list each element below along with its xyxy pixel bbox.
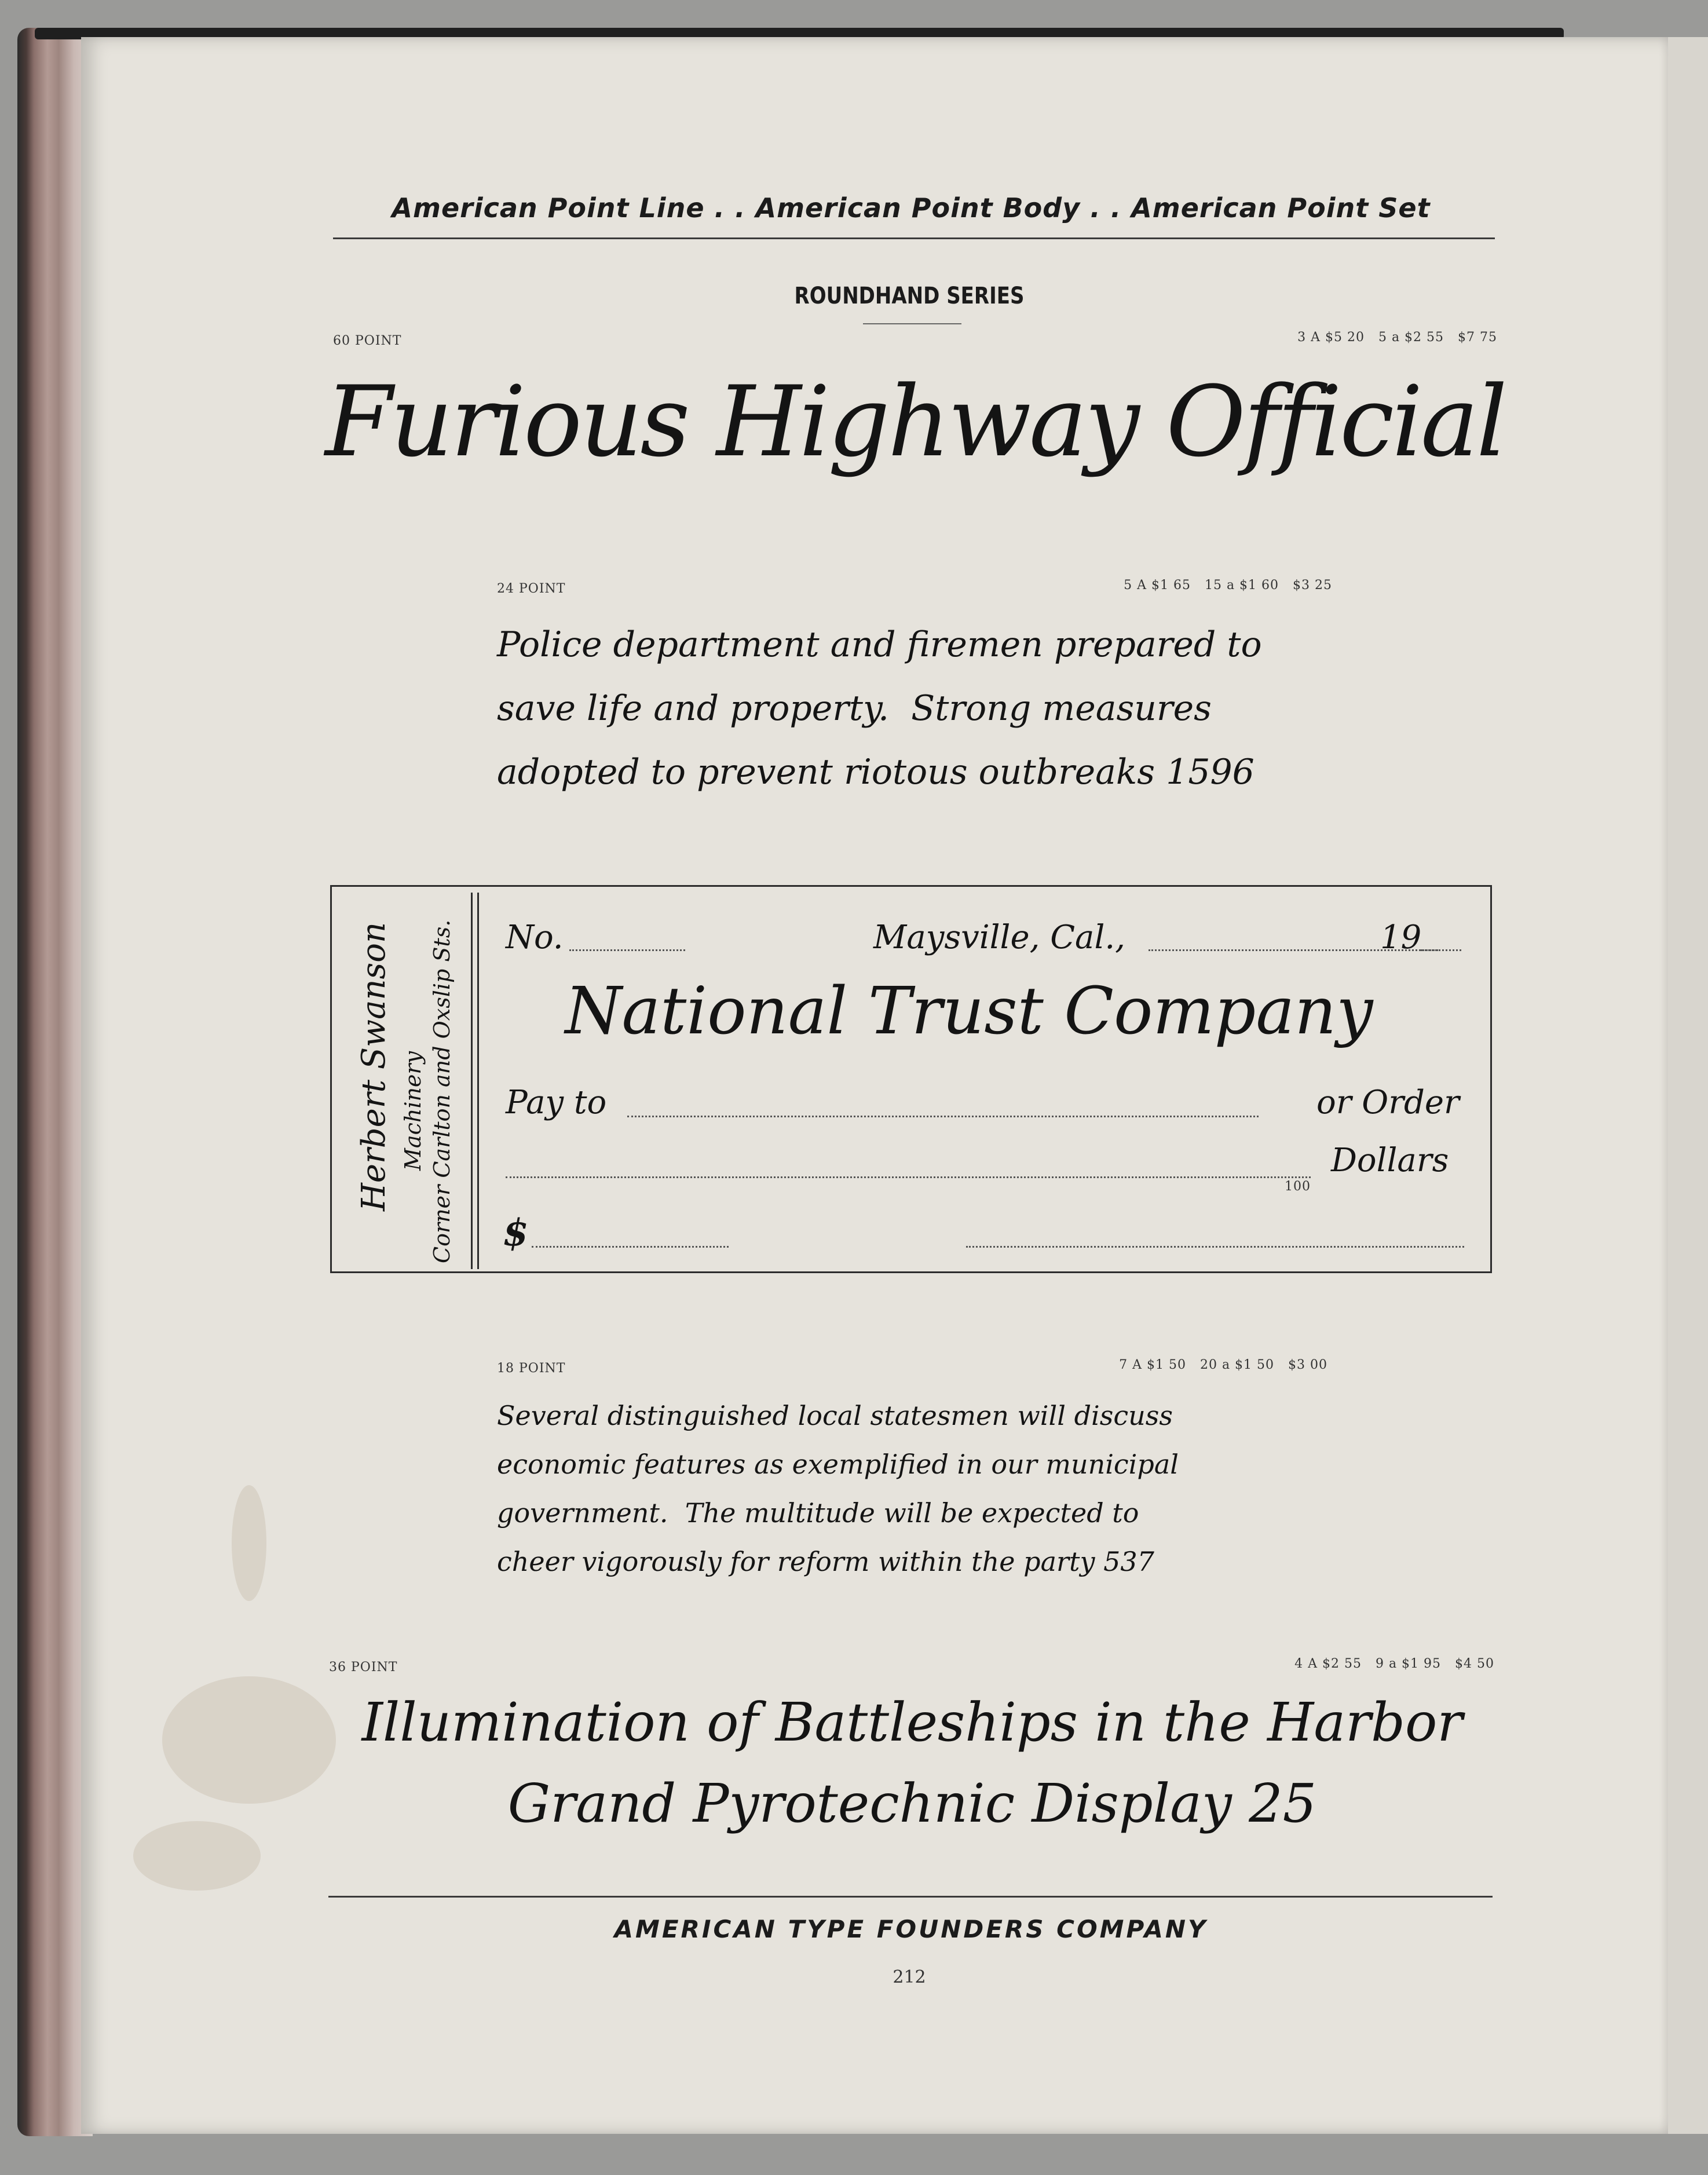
check-bank-name: National Trust Company: [565, 974, 1373, 1049]
point-size-36: 36 POINT: [329, 1660, 398, 1675]
check-dollars: Dollars: [1331, 1142, 1449, 1179]
header-line: American Point Line . . American Point Body . . American Point Set: [392, 192, 1431, 224]
check-amount-line: [532, 1246, 729, 1248]
specimen-18-line: economic features as exemplified in our municipal: [497, 1449, 1179, 1480]
specimen-18-line: government. The multitude will be expected to: [497, 1497, 1139, 1529]
specimen-18-line: Several distinguished local statesmen will discuss: [497, 1400, 1173, 1431]
series-title: ROUNDHAND SERIES: [794, 283, 1025, 309]
title-ornament: [863, 323, 961, 324]
specimen-60-text: Furious Highway Official: [325, 365, 1505, 478]
check-pay-to: Pay to: [506, 1084, 607, 1121]
check-year-line: [1421, 949, 1461, 951]
specimen-36-line: Illumination of Battleships in the Harbor: [361, 1691, 1463, 1753]
point-size-18: 18 POINT: [497, 1361, 566, 1376]
page-stain: [162, 1676, 336, 1804]
specimen-24-line: Police department and firemen prepared to: [497, 624, 1262, 665]
header-rule: [333, 237, 1495, 239]
check-no-line: [569, 949, 685, 951]
check-payee-line: [627, 1116, 1259, 1117]
check-no-label: No.: [506, 919, 564, 956]
point-size-24: 24 POINT: [497, 582, 566, 596]
check-signature-line: [966, 1246, 1464, 1248]
specimen-24-line: save life and property. Strong measures: [497, 688, 1212, 729]
check-year: 19: [1380, 919, 1422, 956]
price-18: 7 A $1 50 20 a $1 50 $3 00: [1119, 1358, 1327, 1372]
check-hundredths: 100: [1285, 1179, 1311, 1194]
page-stain: [133, 1821, 261, 1891]
footer-company: AMERICAN TYPE FOUNDERS COMPANY: [614, 1915, 1208, 1943]
specimen-36-line: Grand Pyrotechnic Display 25: [507, 1772, 1317, 1834]
stub-address: Corner Carlton and Oxslip Sts.: [429, 919, 455, 1263]
bank-check-specimen: [330, 885, 1492, 1273]
check-or-order: or Order: [1316, 1084, 1460, 1121]
point-size-60: 60 POINT: [333, 334, 402, 348]
stub-business: Machinery: [400, 1051, 426, 1171]
stub-name: Herbert Swanson: [355, 922, 393, 1211]
price-60: 3 A $5 20 5 a $2 55 $7 75: [1297, 330, 1497, 345]
check-place: Maysville, Cal.,: [873, 919, 1125, 956]
check-amount-words-line: [506, 1176, 1311, 1178]
specimen-18-line: cheer vigorously for reform within the party 537: [497, 1546, 1154, 1577]
page-stain: [232, 1485, 266, 1601]
price-36: 4 A $2 55 9 a $1 95 $4 50: [1294, 1657, 1494, 1671]
footer-rule: [328, 1896, 1493, 1898]
specimen-24-line: adopted to prevent riotous outbreaks 1596: [497, 752, 1255, 792]
page-number: 212: [893, 1967, 926, 1987]
facing-page-edge: [1668, 37, 1708, 2134]
check-dollar-sign: $: [503, 1211, 529, 1255]
price-24: 5 A $1 65 15 a $1 60 $3 25: [1124, 578, 1332, 593]
stub-border: [471, 893, 479, 1269]
